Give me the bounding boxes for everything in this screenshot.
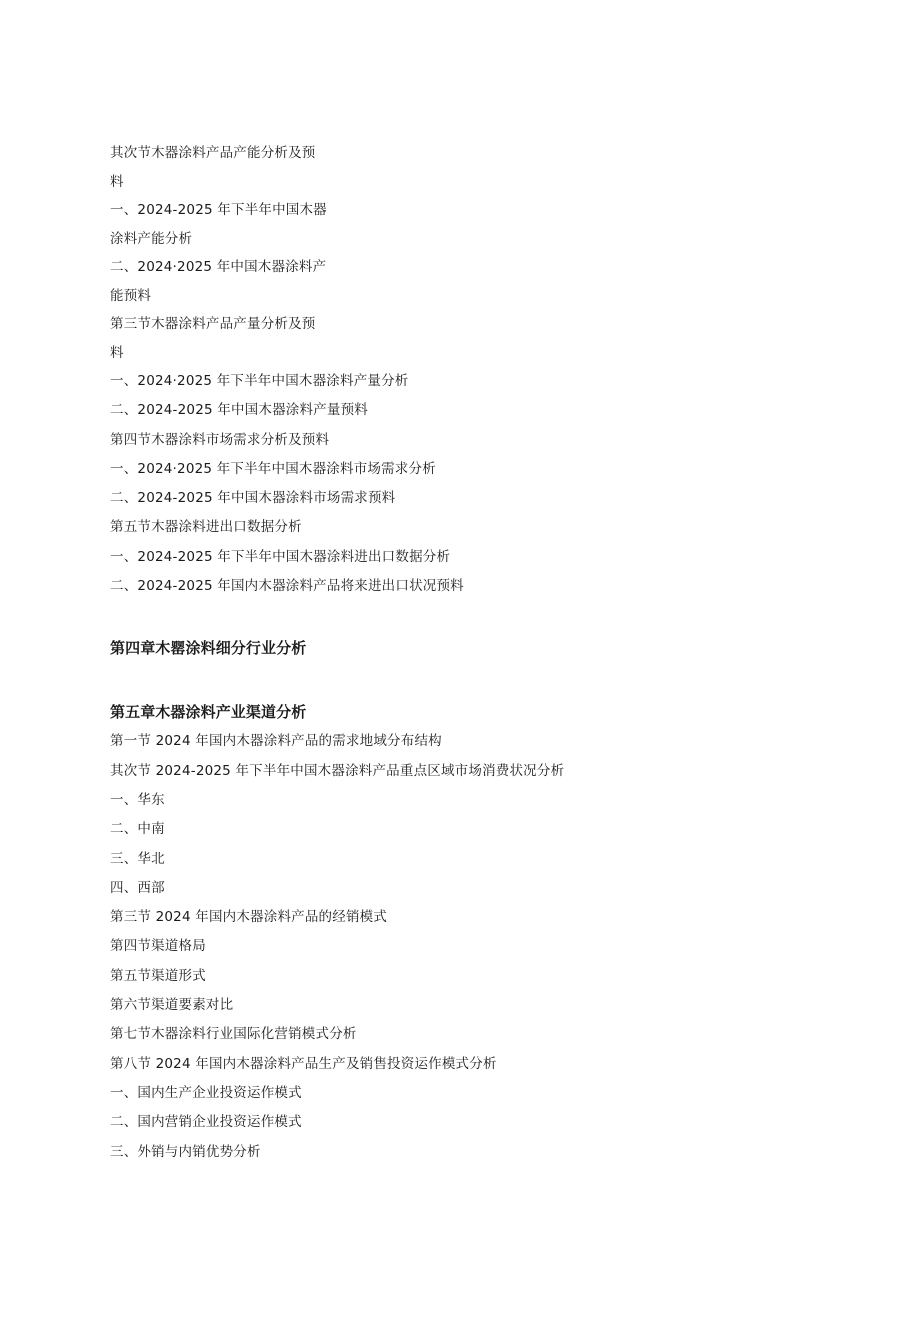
section-title: 第五节木器涂料进出口数据分析 [110,519,302,536]
toc-line: 第八节 2024 年国内木器涂料产品生产及销售投资运作模式分析 [110,1055,497,1072]
toc-line: 其次节 2024-2025 年下半年中国木器涂料产品重点区域市场消费状况分析 [110,762,565,779]
chapter-heading: 第四章木罂涂料细分行业分析 [110,639,307,658]
toc-line: 第三节 2024 年国内木器涂料产品的经销模式 [110,909,388,926]
section-title: 第三节木器涂料产品产量分析及预 [110,316,316,332]
chapter-heading: 第五章木器涂料产业渠道分析 [110,703,307,722]
section-item: 二、2024-2025 年中国木器涂料产量预料 [110,402,368,419]
toc-line: 第五节渠道形式 [110,967,206,984]
document-page [110,139,810,1167]
toc-line: 第一节 2024 年国内木器涂料产品的需求地域分布结构 [110,733,442,750]
spacer [110,601,810,633]
section-item: 一、2024·2025 年下半年中国木器涂料产量分析 [110,373,409,389]
section-item: 一、2024·2025 年下半年中国木器涂料市场需求分析 [110,460,436,477]
section-item: 二、2024·2025 年中国木器涂料产 [110,259,327,275]
toc-line: 一、华东 [110,791,165,808]
section-title-continuation: 料 [110,344,124,361]
section-title: 其次节木器涂料产品产能分析及预 [110,145,316,161]
toc-line: 第七节木器涂料行业国际化营销模式分析 [110,1026,357,1043]
section-item-continuation: 能预料 [110,287,152,304]
section-item: 一、2024-2025 年下半年中国木器涂料进出口数据分析 [110,548,451,565]
toc-line: 二、国内营销企业投资运作模式 [110,1114,302,1131]
toc-line: 三、外销与内销优势分析 [110,1143,261,1160]
section-title-continuation: 料 [110,173,124,190]
toc-line: 四、西部 [110,879,165,896]
section-item: 一、2024-2025 年下半年中国木器 [110,202,327,218]
toc-line: 第四节渠道格局 [110,938,206,955]
toc-line: 第六节渠道要素对比 [110,997,234,1014]
section-item-continuation: 涂料产能分析 [110,230,193,247]
spacer [110,663,810,697]
section-title: 第四节木器涂料市场需求分析及预料 [110,431,330,448]
section-item: 二、2024-2025 年国内木器涂料产品将来进出口状况预料 [110,578,464,595]
toc-line: 二、中南 [110,821,165,838]
section-item: 二、2024-2025 年中国木器涂料市场需求预料 [110,490,396,507]
toc-line: 一、国内生产企业投资运作模式 [110,1084,302,1101]
toc-line: 三、华北 [110,850,165,867]
